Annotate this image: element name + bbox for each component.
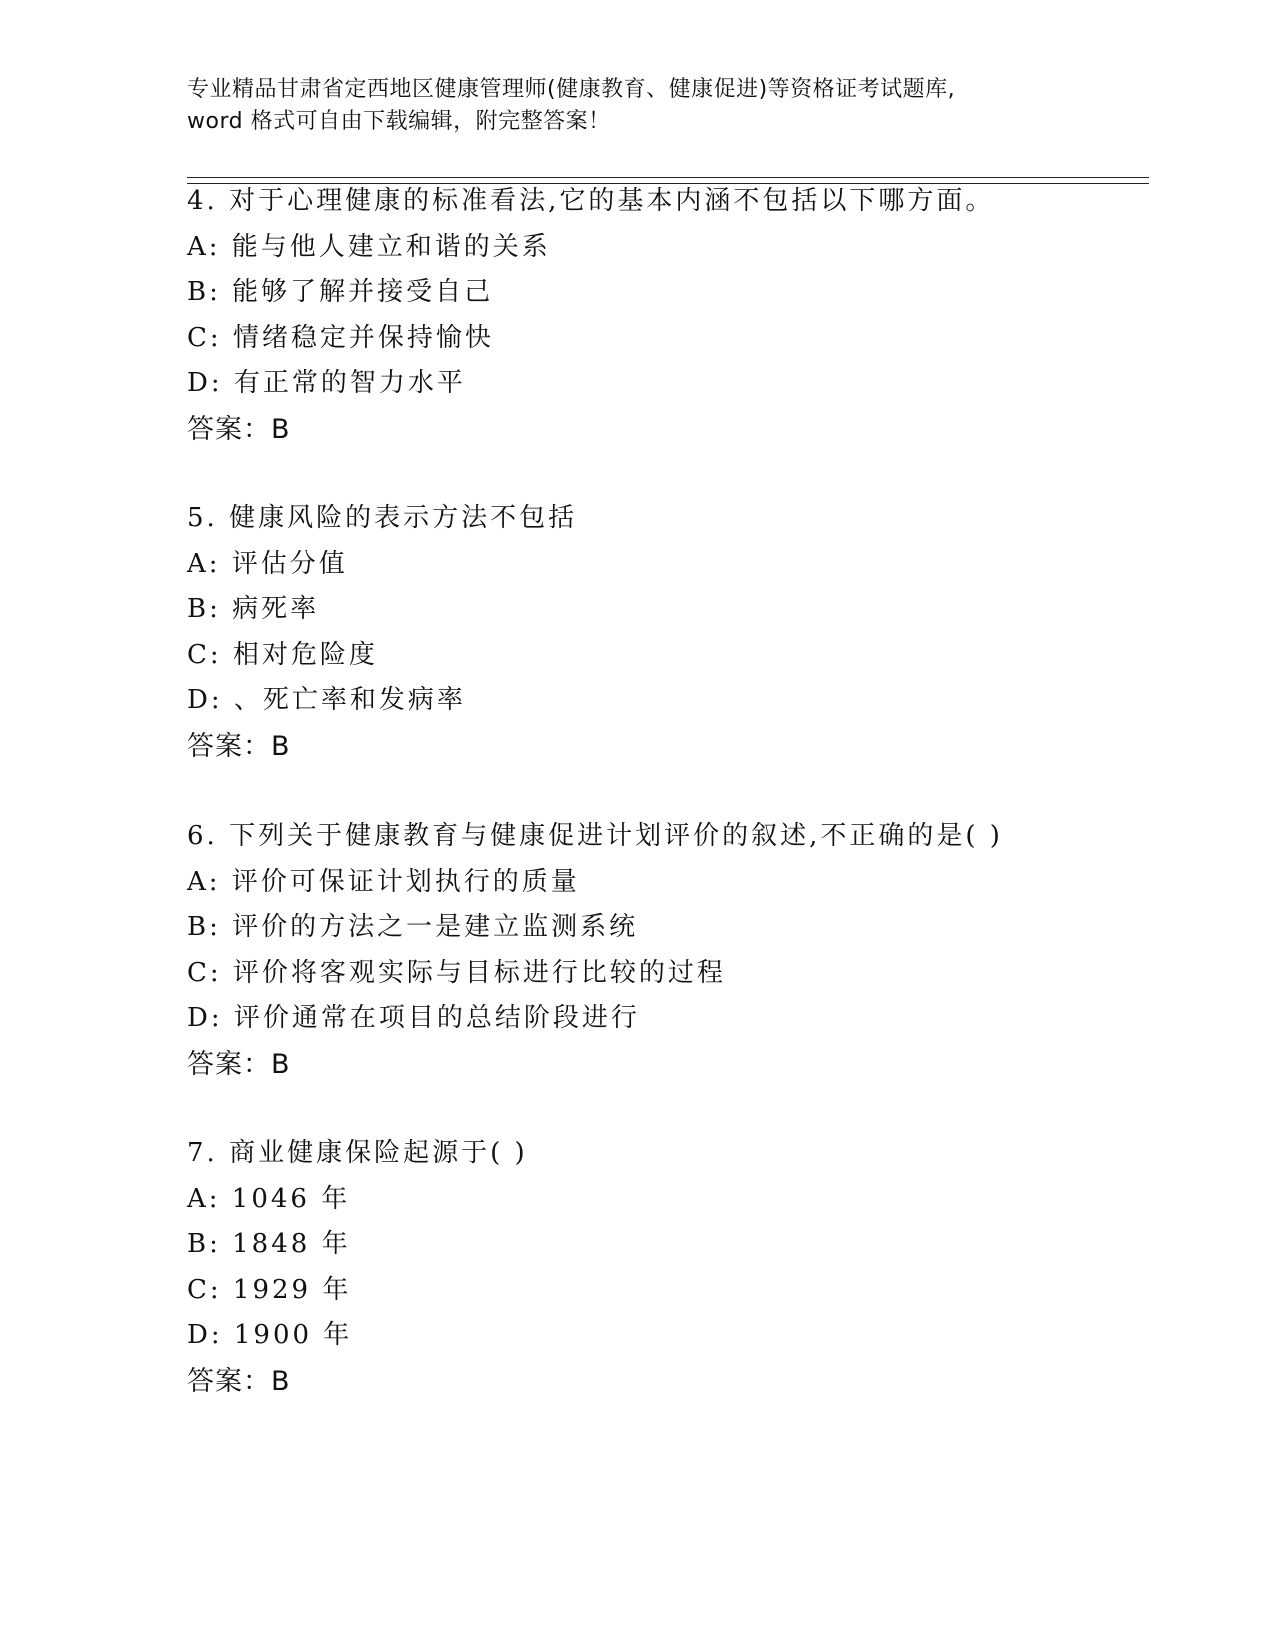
option-a: A: 评价可保证计划执行的质量 [187, 866, 580, 897]
option-c: C: 评价将客观实际与目标进行比较的过程 [187, 957, 726, 988]
answer-line: 答案：B [187, 1365, 291, 1397]
option-b: B: 能够了解并接受自己 [187, 277, 494, 307]
answer-line: 答案：B [187, 1048, 291, 1080]
header-divider-top [187, 177, 1149, 178]
question-block-7 [187, 1131, 1137, 1404]
option-d: D: 有正常的智力水平 [187, 368, 466, 398]
header-line-1: 专业精品甘肃省定西地区健康管理师(健康教育、健康促进)等资格证考试题库, [187, 77, 956, 102]
option-a: A: 评估分值 [187, 548, 348, 579]
option-a: A: 1046 年 [187, 1183, 351, 1214]
option-c: C: 相对危险度 [187, 639, 378, 670]
option-d: D: 1900 年 [187, 1320, 353, 1350]
option-c: C: 情绪稳定并保持愉快 [187, 322, 494, 353]
question-stem: 7. 商业健康保险起源于( ) [187, 1138, 528, 1168]
question-stem: 5. 健康风险的表示方法不包括 [187, 503, 578, 533]
question-stem: 4. 对于心理健康的标准看法,它的基本内涵不包括以下哪方面。 [187, 186, 995, 216]
answer-line: 答案：B [187, 413, 291, 445]
question-block-5 [187, 496, 1137, 769]
option-b: B: 1848 年 [187, 1229, 351, 1259]
option-b: B: 评价的方法之一是建立监测系统 [187, 912, 639, 942]
option-b: B: 病死率 [187, 594, 320, 624]
option-d: D: 、死亡率和发病率 [187, 685, 466, 715]
option-a: A: 能与他人建立和谐的关系 [187, 231, 551, 262]
question-block-4 [187, 179, 1137, 452]
question-block-6 [187, 814, 1137, 1087]
option-d: D: 评价通常在项目的总结阶段进行 [187, 1003, 640, 1033]
document-header [187, 74, 1087, 138]
option-c: C: 1929 年 [187, 1274, 352, 1305]
answer-line: 答案：B [187, 730, 291, 762]
question-stem: 6. 下列关于健康教育与健康促进计划评价的叙述,不正确的是( ) [187, 821, 1003, 851]
header-line-2: word 格式可自由下载编辑，附完整答案！ [187, 109, 611, 134]
